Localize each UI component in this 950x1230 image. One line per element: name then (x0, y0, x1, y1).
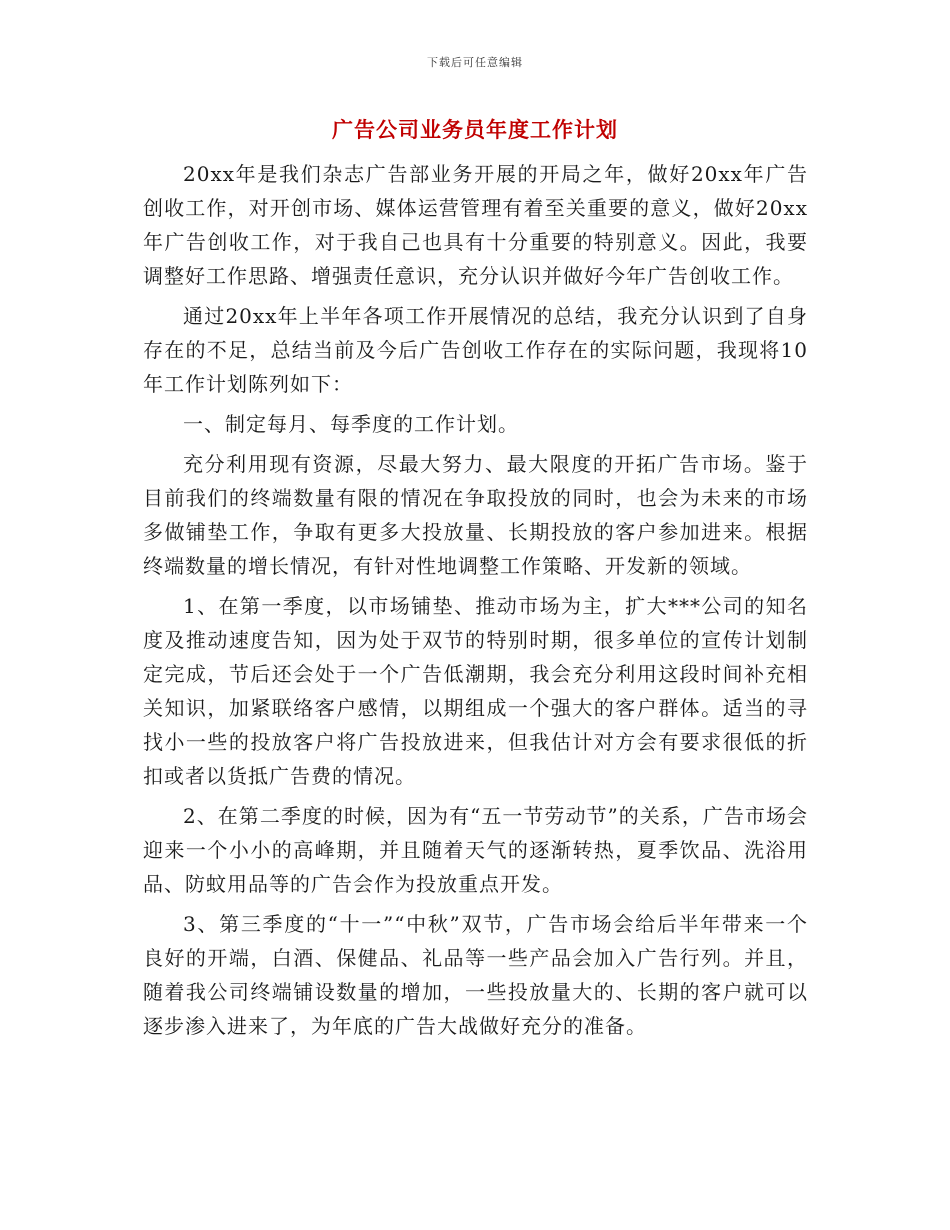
paragraph-resources: 充分利用现有资源，尽最大努力、最大限度的开拓广告市场。鉴于目前我们的终端数量有限的情况在争取投放的同时，也会为未来的市场多做铺垫工作，争取有更多大投放量、长期投放的客户参加进来。根据终端数量的增长情况，有针对性地调整工作策略、开发新的领域。 (143, 452, 808, 578)
paragraph-q2: 2、在第二季度的时候，因为有“五一节劳动节”的关系，广告市场会迎来一个小小的高峰期，并且随着天气的逐渐转热，夏季饮品、洗浴用品、防蚊用品等的广告会作为投放重点开发。 (143, 804, 808, 896)
paragraph-q3: 3、第三季度的“十一”“中秋”双节，广告市场会给后半年带来一个良好的开端，白酒、保健品、礼品等一些产品会加入广告行列。并且，随着我公司终端铺设数量的增加，一些投放量大的、长期的客户就可以逐步渗入进来了，为年底的广告大战做好充分的准备。 (143, 912, 808, 1038)
section-heading-1: 一、制定每月、每季度的工作计划。 (183, 412, 519, 436)
paragraph-summary: 通过20xx年上半年各项工作开展情况的总结，我充分认识到了自身存在的不足，总结当前及今后广告创收工作存在的实际问题，我现将10年工作计划陈列如下： (143, 304, 808, 396)
paragraph-intro: 20xx年是我们杂志广告部业务开展的开局之年，做好20xx年广告创收工作，对开创市场、媒体运营管理有着至关重要的意义，做好20xx年广告创收工作，对于我自己也具有十分重要的特别意义。因此，我要调整好工作思路、增强责任意识，充分认识并做好今年广告创收工作。 (143, 162, 808, 288)
paragraph-q1: 1、在第一季度，以市场铺垫、推动市场为主，扩大***公司的知名度及推动速度告知，因为处于双节的特别时期，很多单位的宣传计划制定完成，节后还会处于一个广告低潮期，我会充分利用这段时间补充相关知识，加紧联络客户感情，以期组成一个强大的客户群体。适当的寻找小一些的投放客户将广告投放进来，但我估计对方会有要求很低的折扣或者以货抵广告费的情况。 (143, 594, 808, 788)
document-body (143, 157, 808, 1049)
document-title: 广告公司业务员年度工作计划 (332, 118, 618, 142)
header-note: 下载后可任意编辑 (427, 56, 523, 69)
